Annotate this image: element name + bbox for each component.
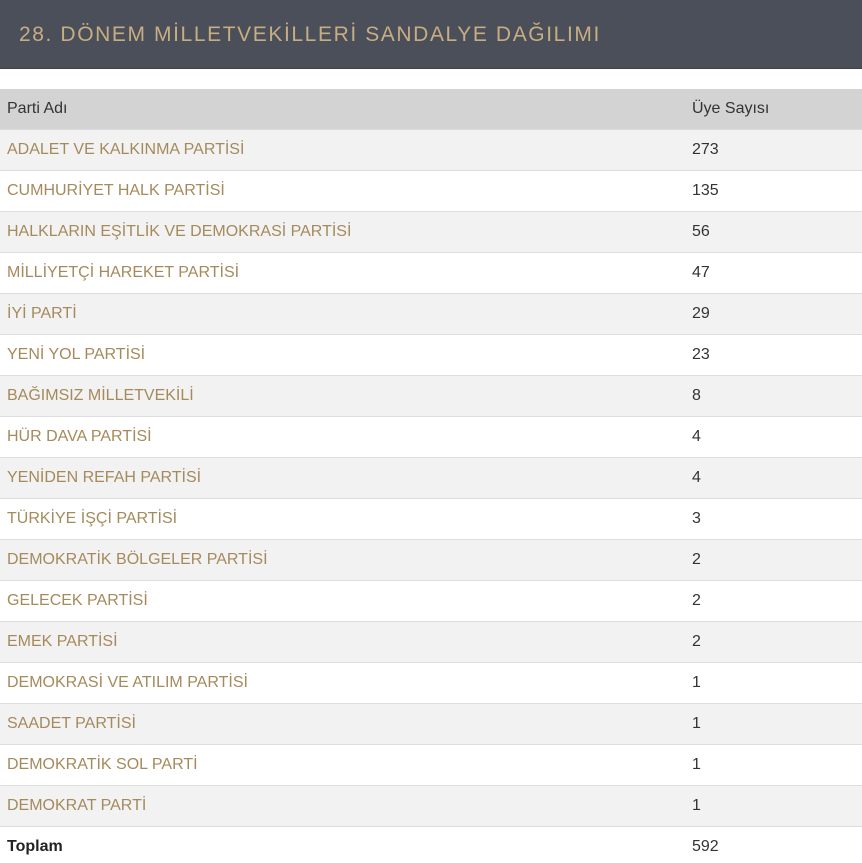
- party-link[interactable]: İYİ PARTİ: [7, 304, 77, 322]
- table-row: [0, 744, 862, 785]
- table-header-row: [0, 89, 862, 129]
- total-label: Toplam: [7, 837, 63, 855]
- party-name-cell: [0, 744, 685, 785]
- party-name-cell: [0, 580, 685, 621]
- table-row: [0, 498, 862, 539]
- member-count-cell: 3: [692, 509, 701, 527]
- party-name-cell: [0, 375, 685, 416]
- party-link[interactable]: DEMOKRASİ VE ATILIM PARTİSİ: [7, 673, 248, 691]
- member-count-cell: 2: [692, 632, 701, 650]
- party-link[interactable]: MİLLİYETÇİ HAREKET PARTİSİ: [7, 263, 240, 281]
- member-count-cell: 2: [692, 591, 701, 609]
- party-name-cell: [0, 539, 685, 580]
- table-row: [0, 457, 862, 498]
- party-name-cell: [0, 334, 685, 375]
- member-count-cell: 8: [692, 386, 701, 404]
- table-row: [0, 252, 862, 293]
- table-row: [0, 621, 862, 662]
- seat-distribution-table: [0, 89, 862, 863]
- title-bar: [0, 0, 862, 69]
- table-row: [0, 703, 862, 744]
- party-name-cell: [0, 252, 685, 293]
- table-row: [0, 416, 862, 457]
- member-count-cell: 1: [692, 796, 701, 814]
- table-row: [0, 375, 862, 416]
- total-row: [0, 826, 862, 863]
- table-row: [0, 211, 862, 252]
- member-count-cell: 1: [692, 673, 701, 691]
- table-row: [0, 293, 862, 334]
- table-row: [0, 170, 862, 211]
- party-link[interactable]: YENİ YOL PARTİSİ: [7, 345, 146, 363]
- member-count-cell: 1: [692, 714, 701, 732]
- party-name-cell: [0, 703, 685, 744]
- member-count-cell: 47: [692, 263, 710, 281]
- member-count-cell: 135: [692, 181, 719, 199]
- total-value: 592: [692, 837, 719, 855]
- party-link[interactable]: ADALET VE KALKINMA PARTİSİ: [7, 140, 245, 158]
- member-count-cell: 273: [692, 140, 719, 158]
- table-body: [0, 129, 862, 826]
- member-count-cell: 2: [692, 550, 701, 568]
- party-name-cell: [0, 621, 685, 662]
- spacer: [0, 69, 862, 89]
- party-link[interactable]: EMEK PARTİSİ: [7, 632, 118, 650]
- party-name-cell: [0, 129, 685, 170]
- party-link[interactable]: GELECEK PARTİSİ: [7, 591, 148, 609]
- party-name-cell: [0, 416, 685, 457]
- party-name-cell: [0, 170, 685, 211]
- table-row: [0, 334, 862, 375]
- party-link[interactable]: YENİDEN REFAH PARTİSİ: [7, 468, 202, 486]
- party-link[interactable]: CUMHURİYET HALK PARTİSİ: [7, 181, 225, 199]
- table-row: [0, 785, 862, 826]
- party-name-cell: [0, 293, 685, 334]
- table-row: [0, 580, 862, 621]
- party-name-cell: [0, 211, 685, 252]
- party-name-cell: [0, 498, 685, 539]
- table-row: [0, 129, 862, 170]
- party-name-cell: [0, 662, 685, 703]
- party-link[interactable]: DEMOKRAT PARTİ: [7, 796, 147, 814]
- member-count-cell: 29: [692, 304, 710, 322]
- party-link[interactable]: DEMOKRATİK BÖLGELER PARTİSİ: [7, 550, 268, 568]
- party-name-cell: [0, 457, 685, 498]
- column-header-member-count: Üye Sayısı: [692, 99, 770, 117]
- party-name-cell: [0, 785, 685, 826]
- member-count-cell: 4: [692, 427, 701, 445]
- member-count-cell: 56: [692, 222, 710, 240]
- member-count-cell: 4: [692, 468, 701, 486]
- column-header-party-name: Parti Adı: [7, 99, 68, 117]
- party-link[interactable]: BAĞIMSIZ MİLLETVEKİLİ: [7, 386, 194, 404]
- member-count-cell: 23: [692, 345, 710, 363]
- party-link[interactable]: DEMOKRATİK SOL PARTİ: [7, 755, 198, 773]
- table-row: [0, 662, 862, 703]
- table-row: [0, 539, 862, 580]
- member-count-cell: 1: [692, 755, 701, 773]
- party-link[interactable]: HALKLARIN EŞİTLİK VE DEMOKRASİ PARTİSİ: [7, 222, 352, 240]
- page-title: 28. DÖNEM MİLLETVEKİLLERİ SANDALYE DAĞILIMI: [19, 23, 601, 46]
- party-link[interactable]: TÜRKİYE İŞÇİ PARTİSİ: [7, 509, 178, 527]
- party-link[interactable]: SAADET PARTİSİ: [7, 714, 136, 732]
- party-link[interactable]: HÜR DAVA PARTİSİ: [7, 427, 152, 445]
